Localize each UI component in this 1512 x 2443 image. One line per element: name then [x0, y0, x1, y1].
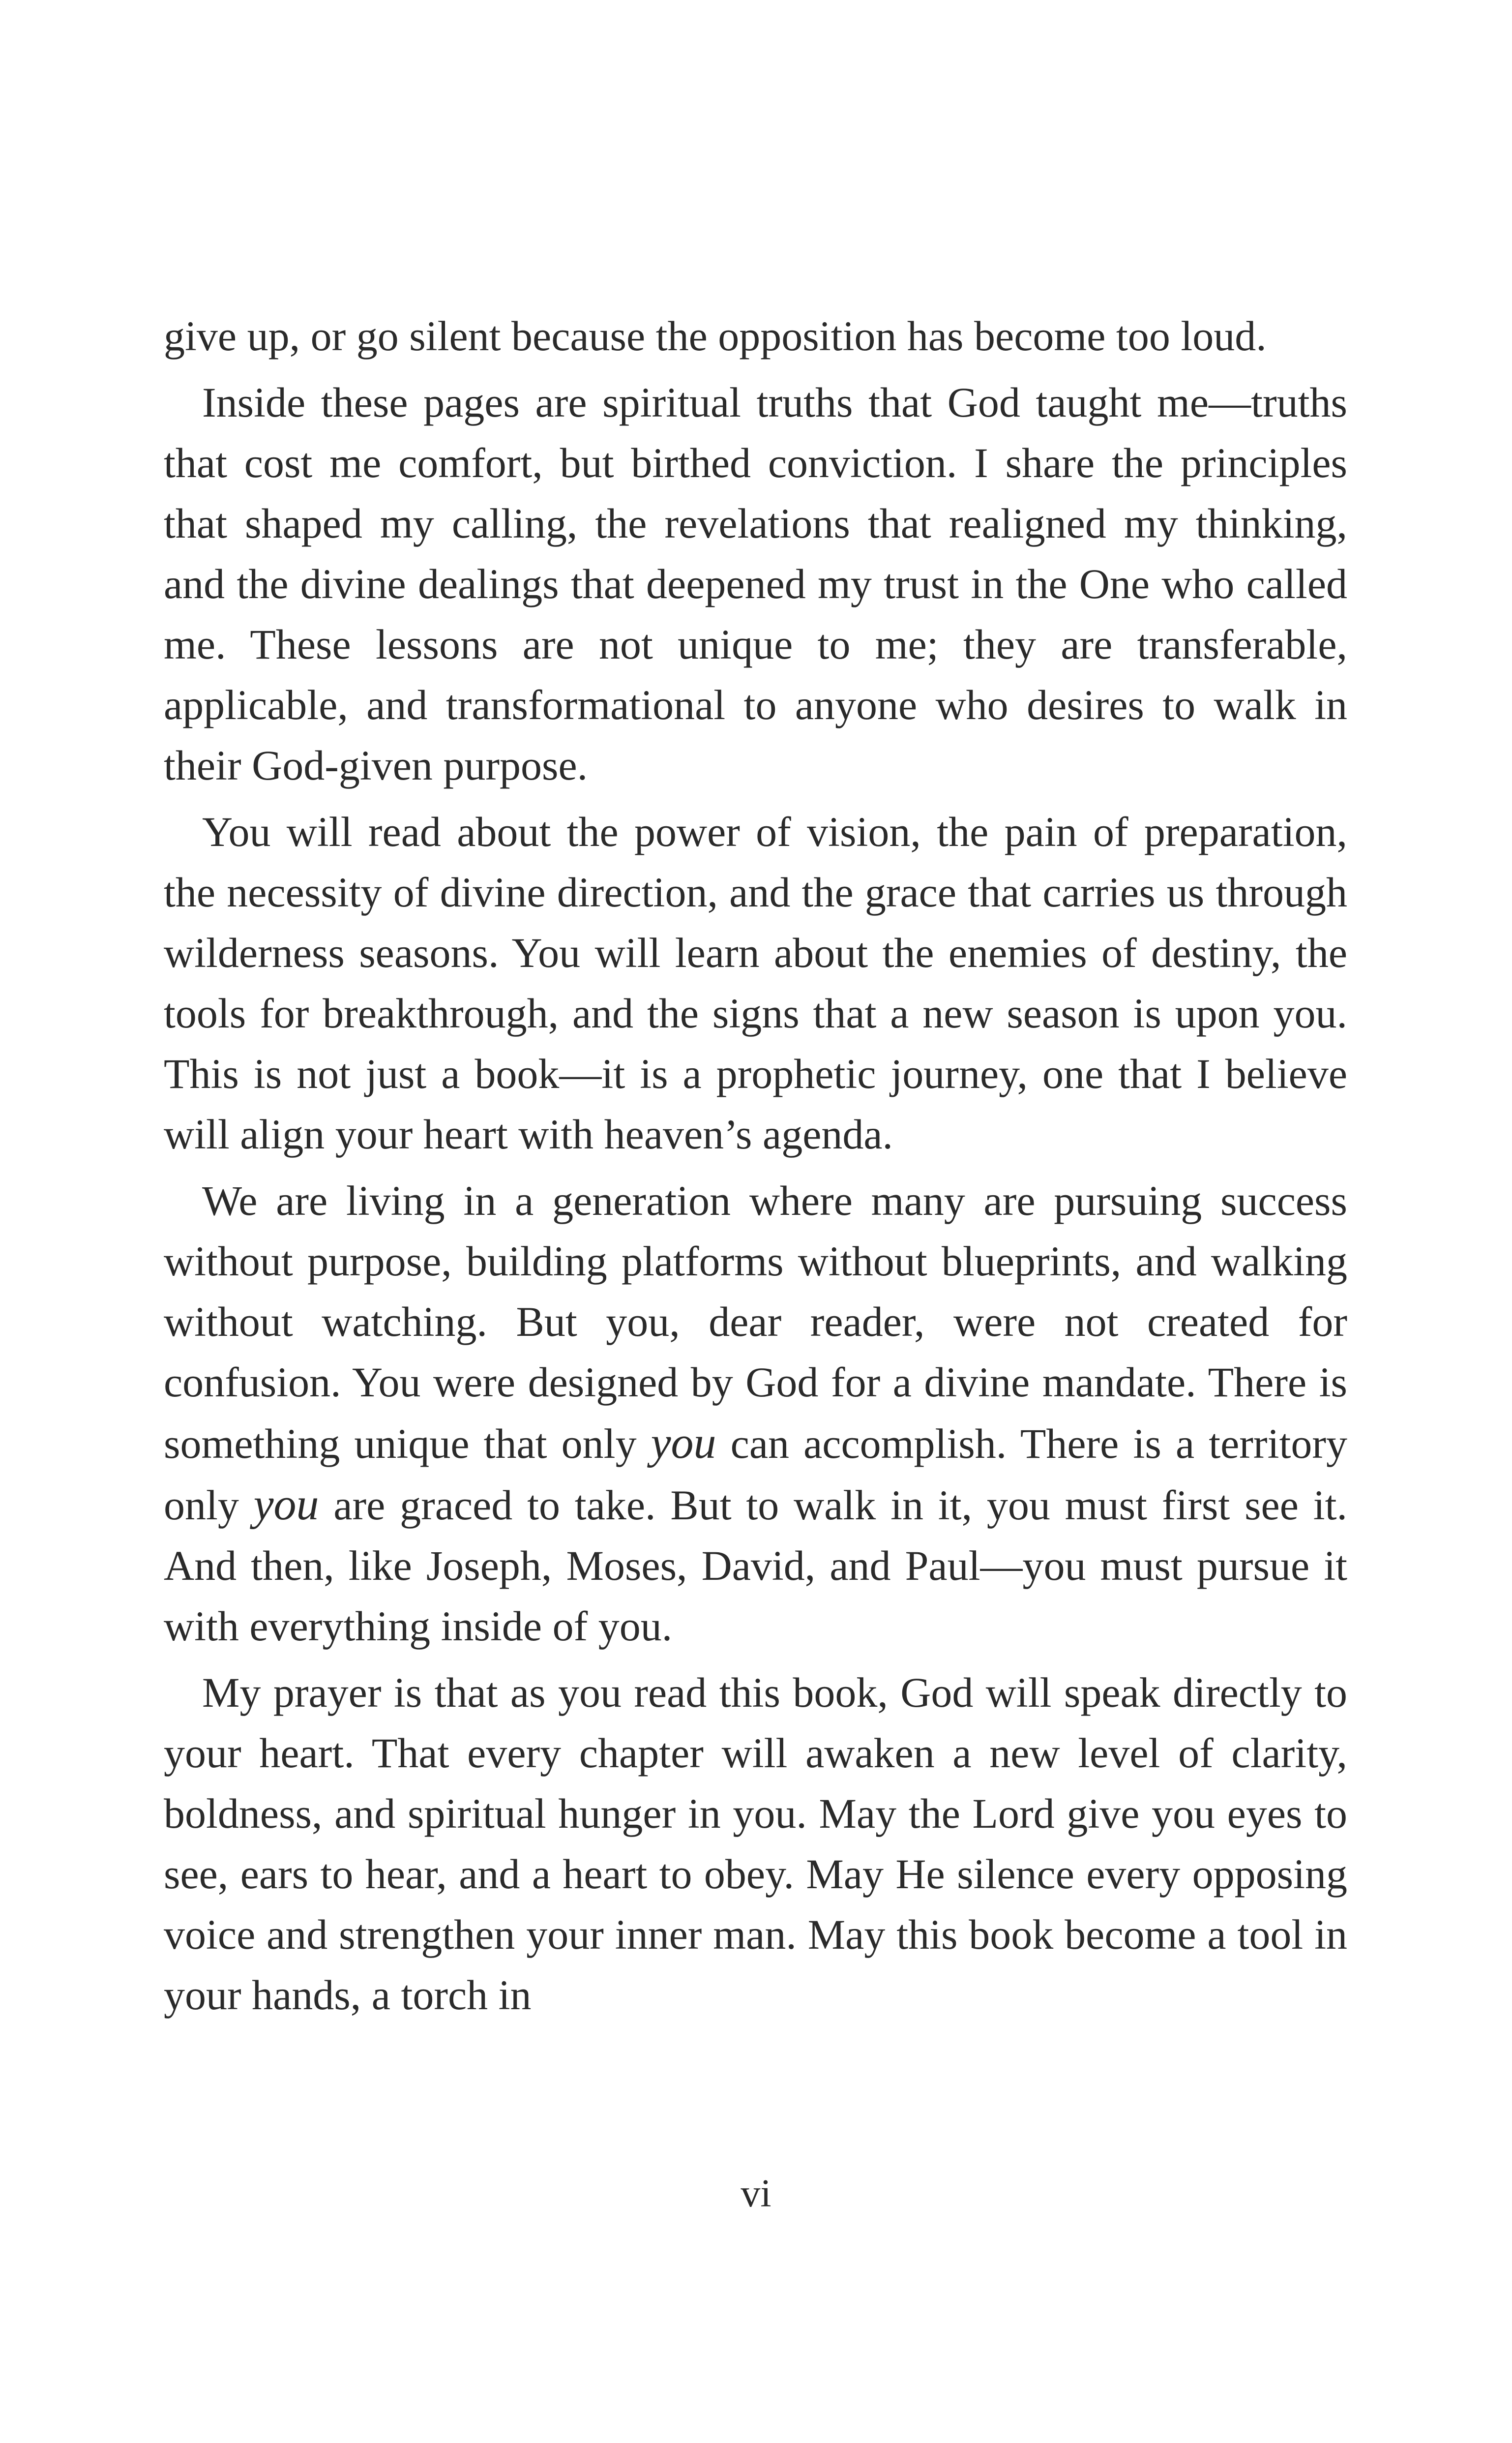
- paragraph-generation-part3: are graced to take. But to walk in it, you must first see it. And then, like Joseph, Moses, David, and Paul—you must pursue it with everything inside of you.: [164, 1481, 1347, 1650]
- paragraph-generation-part2: can accomplish. There is a territory only: [164, 1420, 1347, 1529]
- paragraph-power-of-vision: You will read about the power of vision, the pain of preparation, the necessity of divine direction, and the grace that carries us through wilderness seasons. You will learn about the enemies of destiny, the tools for breakthrough, and the signs that a new season is upon you. This is not just a book—it is a prophetic journey, one that I believe will align your heart with heaven’s agenda.: [164, 808, 1347, 1158]
- page-number: vi: [741, 2172, 771, 2215]
- paragraph-spiritual-truths: Inside these pages are spiritual truths that God taught me—truths that cost me comfort, but birthed conviction. I share the principles that shaped my calling, the revelations that realigned my thinking, and the divine dealings that deepened my trust in the One who called me. These lessons are not unique to me; they are transferable, applicable, and transformational to anyone who desires to walk in their God-given purpose.: [164, 379, 1347, 789]
- body-text: [164, 306, 1347, 2025]
- paragraph-continuation: give up, or go silent because the opposition has become too loud.: [164, 312, 1267, 360]
- paragraph-generation-part1: We are living in a generation where many are pursuing success without purpose, building platforms without blueprints, and walking without watching. But you, dear reader, were not created for confusion. You were designed by God for a divine mandate. There is something unique that only: [164, 1177, 1347, 1467]
- paragraph-generation: [164, 1171, 1347, 1657]
- paragraph-prayer: My prayer is that as you read this book, God will speak directly to your heart. That every chapter will awaken a new level of clarity, boldness, and spiritual hunger in you. May the Lord give you eyes to see, ears to hear, and a heart to obey. May He silence every opposing voice and strengthen your inner man. May this book become a tool in your hands, a torch in: [164, 1669, 1347, 2019]
- emphasis-you: you: [651, 1418, 716, 1468]
- emphasis-you: you: [253, 1479, 319, 1529]
